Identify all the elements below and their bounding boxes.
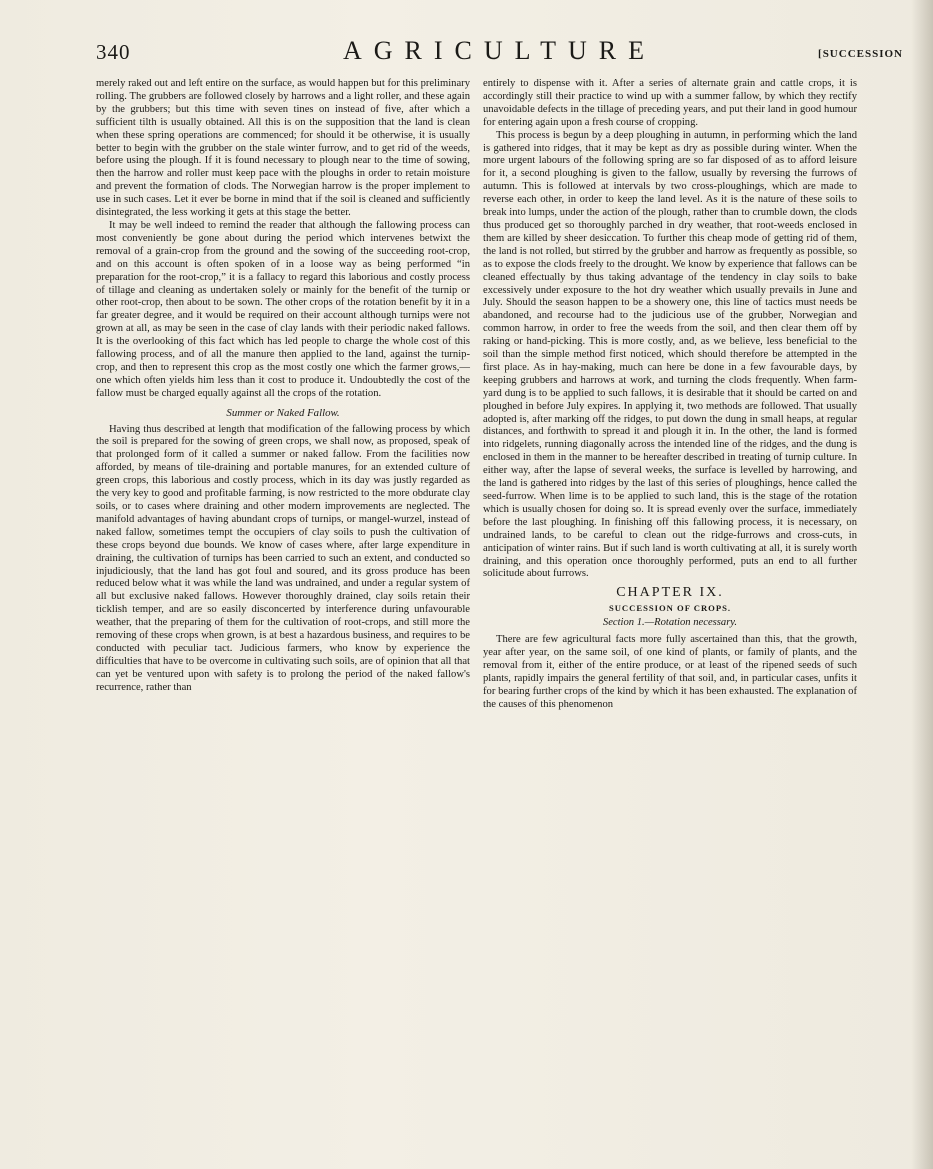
paragraph: There are few agricultural facts more fully ascertained than this, that the growth, year after year, on the same soil, of one kind of plants, or family of plants, and the removal from it, either of the entire produce, or at least of the ripened seeds of such plants, rapidly impairs the general fertility of that soil, and, in particular cases, unfits it for bearing further crops of the kind by which it has been exhausted. The explanation of the causes of this phenomenon	[483, 634, 857, 710]
section-heading	[483, 617, 857, 630]
chapter-heading: CHAPTER IX.	[616, 585, 724, 601]
section-label: [SUCCESSION	[818, 48, 903, 60]
page-number: 340	[96, 40, 131, 64]
running-title: AGRICULTURE	[342, 36, 657, 65]
section-title: —Rotation necessary.	[644, 617, 738, 629]
running-header	[96, 36, 903, 76]
paragraph: entirely to dispense with it. After a series of alternate grain and cattle crops, it is accordingly still their practice to wind up with a summer fallow, by which they rectify unavoidable defects in the tillage of preceding years, and put their land in good humour for entering again upon a fresh course of cropping.	[483, 78, 857, 128]
section-number: Section 1.	[602, 617, 645, 629]
paragraph: merely raked out and left entire on the surface, as would happen but for this preliminary rolling. The grubbers are followed closely by harrows and a light roller, and these again by the grubbers; but this time with seven tines on instead of five, after which a sufficient tilth is usually obtained. All this is on the supposition that the land is clean when these spring operations are commenced; for should it be otherwise, it is usually better to begin with the grubber on the stale winter furrow, and to get rid of the weeds, before using the plough. If it is found necessary to plough near to the time of sowing, then the harrow and roller must keep pace with the ploughs in order to retain moisture and prevent the formation of clods. The Norwegian harrow is the proper implement to use in such cases. Let it ever be borne in mind that if the soil is cleaned and sufficiently disintegrated, the less working it gets at this stage the better.	[96, 78, 470, 219]
paragraph: Having thus described at length that modification of the fallowing process by which the soil is prepared for the sowing of green crops, we shall now, as proposed, speak of that prolonged form of it called a summer or naked fallow. From the facilities now afforded, by means of tile-draining and portable manures, for an extended culture of green crops, this laborious and costly process, which in its day was justly regarded as the very key to good and profitable farming, is now restricted to the more obdurate clay soils, or to cases where draining and other modern improvements are neglected. The manifold advantages of having abundant crops of turnips, or mangel-wurzel, instead of naked fallow, sometimes tempt the occupiers of clay soils to push the cultivation of these crops beyond due bounds. We know of cases where, after large expenditure in draining, the cultivation of turnips has been carried to such an extent, and conducted so injudiciously, that the land has got foul and soured, and its gross produce has been reduced below what it was while the land was undrained, and under a regular system of all but exclusive naked fallows. However thoroughly drained, clay soils retain their ticklish temper, and are so easily disconcerted by interference during unfavourable weather, that the preparing of them for the cultivation of root-crops, and still more the removing of these crops when grown, is at best a hazardous business, and requires to be conducted with peculiar tact. Judicious farmers, who know by experience the difficulties that have to be overcome in cultivating such soils, are of opinion that all that can yet be ventured upon with safety is to prolong the period of the naked fallow's recurrence, rather than	[96, 423, 470, 693]
paragraph: This process is begun by a deep ploughing in autumn, in performing which the land is gathered into ridges, that it may be kept as dry as possible during winter. When the more urgent labours of the following spring are so far disposed of as to afford leisure for it, a second ploughing is given to the fallow, usually by reversing the furrows of autumn. This is followed at intervals by two cross-ploughings, which are made to reverse each other, in order to keep the land level. As it is the nature of these soils to break into lumps, under the action of the plough, rather than to crumble down, the clods thus produced get so thoroughly parched in dry weather, that root-weeds enclosed in them are killed by sheer desiccation. To further this cheap mode of getting rid of them, the land is not rolled, but stirred by the grubber and harrow as frequently as possible, so as to expose the clods freely to the drought. We know by experience that fallows can be cleaned effectually by thus taking advantage of the tendency in clay soils to bake excessively under exposure to the hot dry weather which usually prevails in June and July. Should the season happen to be a showery one, this line of tactics must needs be abandoned, and recourse had to the judicious use of the grubber, Norwegian and common harrow, in order to free the weeds from the soil, and then clear them off by raking or hand-picking. This is more costly, and, as we believe, less beneficial to the soil than the simple method first noticed, which should therefore be attempted in the first place. As in hay-making, much can here be done in a few favourable days, by keeping grubbers and harrows at work, and turning the clods frequently. When farm-yard dung is to be applied to such fallows, it is desirable that it should be carted on and ploughed in before July expires. In applying it, two methods are followed. That usually adopted is, after marking off the ridges, to put down the dung in small heaps, at regular distances, and forthwith to spread it and plough it in. In the other, the land is formed into ridgelets, running diagonally across the intended line of the ridges, and the dung is enclosed in them in the manner to be hereafter described in treating of turnip culture. In either way, after the lapse of several weeks, the surface is levelled by harrowing, and the land is gathered into ridges by the last of this series of ploughings, hence called the seed-furrow. When lime is to be applied to such land, this is the stage of the rotation which is usually chosen for doing so. It is spread evenly over the surface, immediately before the last ploughing. In finishing off this fallowing process, it is necessary, on undrained lands, to be careful to clean out the ridge-furrows and cross-cuts, in anticipation of winter rains. But if such land is worth cultivating at all, it is surely worth draining, and this operation once thoroughly performed, puts an end to all further solicitude about furrows.	[483, 129, 857, 580]
page-binding-shadow	[911, 0, 933, 1169]
paragraph: It may be well indeed to remind the reader that although the fallowing process can most conveniently be gone about during the period which intervenes betwixt the removal of a grain-crop from the ground and the sowing of the succeeding root-crop, and on this account is often spoken of in a loose way as being performed “in preparation for the root-crop,” it is a fallacy to regard this laborious and costly process of tillage and cleaning as undertaken solely or mainly for the benefit of the turnip or other root-crop, then about to be sown. The other crops of the rotation benefit by it in a far greater degree, and it would be required on their account although turnips were not grown at all, as may be seen in the case of clay lands with their periodic naked fallows. It is the overlooking of this fact which has led people to charge the whole cost of this fallowing process, and of all the manure then applied to the land, against the turnip-crop, and then to represent this crop as the most costly one which the farmer grows,—one which often yields him less than it cost to produce it. Undoubtedly the cost of the fallow must be charged equally against all the crops of the rotation.	[96, 219, 470, 399]
subheading: Summer or Naked Fallow.	[226, 406, 340, 419]
chapter-subtitle: SUCCESSION OF CROPS.	[608, 603, 732, 614]
left-column	[96, 78, 470, 695]
right-column	[483, 78, 857, 712]
